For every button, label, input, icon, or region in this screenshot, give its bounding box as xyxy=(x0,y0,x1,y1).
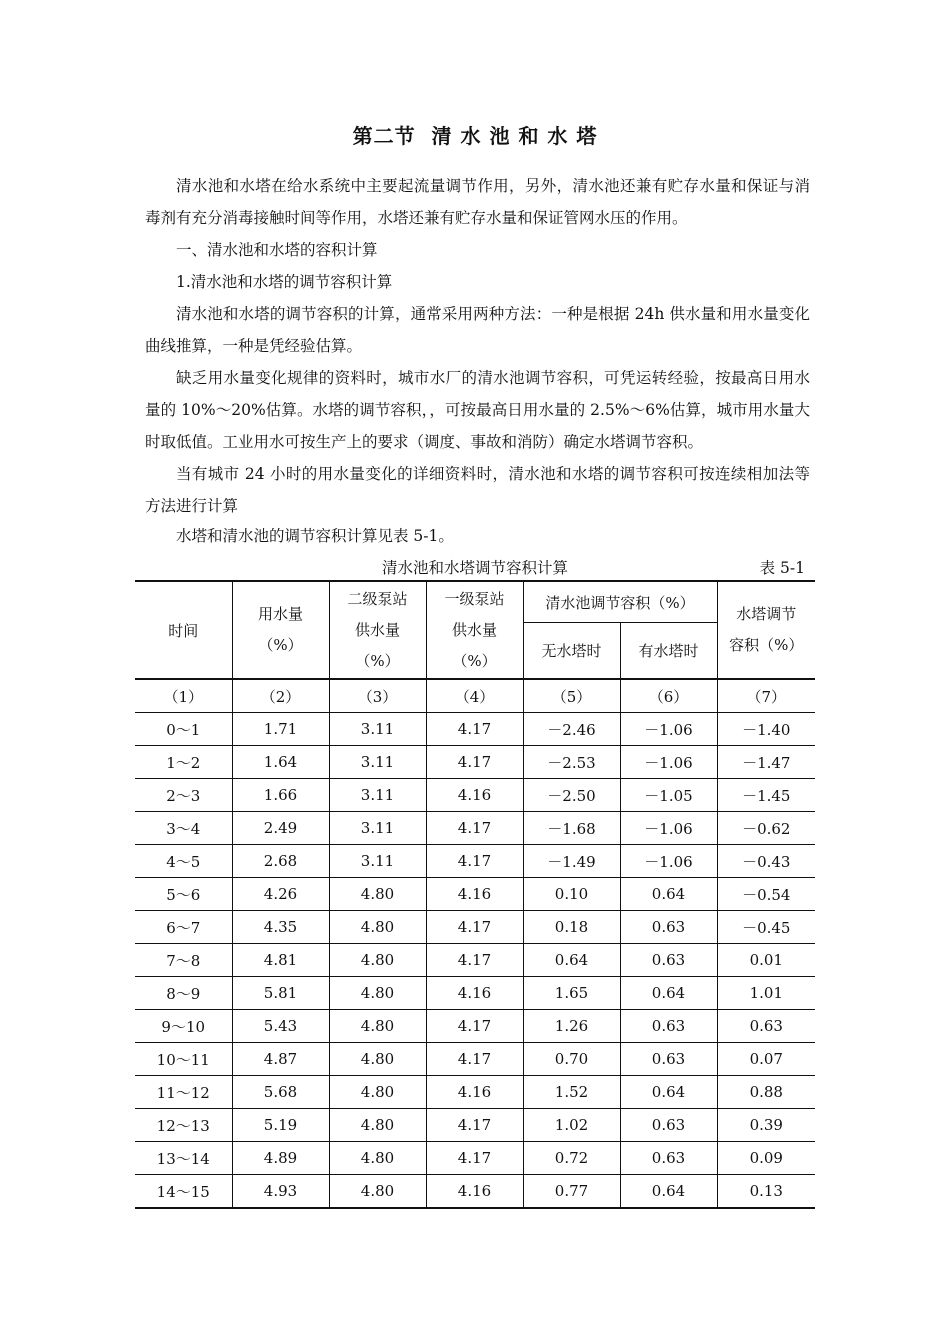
table-cell: 0.72 xyxy=(523,1142,620,1175)
table-cell: 0.63 xyxy=(620,911,717,944)
table-cell: 0.10 xyxy=(523,878,620,911)
table-row xyxy=(135,1109,815,1142)
table-cell: 3.11 xyxy=(329,812,426,845)
intro-paragraph: 清水池和水塔在给水系统中主要起流量调节作用，另外，清水池还兼有贮存水量和保证与消毒剂有充分消毒接触时间等作用，水塔还兼有贮存水量和保证管网水压的作用。 xyxy=(145,177,810,227)
table-cell: 5.81 xyxy=(232,977,329,1010)
table-cell: －1.68 xyxy=(523,812,620,845)
table-cell: 0～1 xyxy=(135,713,232,746)
table-cell: 4.80 xyxy=(329,1109,426,1142)
table-cell: 4.93 xyxy=(232,1175,329,1209)
table-cell: 1.01 xyxy=(717,977,815,1010)
table-cell: 1.71 xyxy=(232,713,329,746)
header-time: 时间 xyxy=(135,581,232,679)
table-row xyxy=(135,812,815,845)
table-row xyxy=(135,845,815,878)
table-cell: 4.17 xyxy=(426,1043,523,1076)
header-tower: 水塔调节 容积（%） xyxy=(717,581,815,679)
table-cell: （5） xyxy=(523,679,620,713)
table-cell: －2.46 xyxy=(523,713,620,746)
table-cell: 0.64 xyxy=(620,1175,717,1209)
table-row xyxy=(135,713,815,746)
table-cell: 5.19 xyxy=(232,1109,329,1142)
table-cell: 4.89 xyxy=(232,1142,329,1175)
table-cell: －0.54 xyxy=(717,878,815,911)
header-usage: 用水量 （%） xyxy=(232,581,329,679)
table-caption xyxy=(135,556,815,580)
table-cell: 4.17 xyxy=(426,713,523,746)
table-cell: 0.01 xyxy=(717,944,815,977)
table-cell: 1.26 xyxy=(523,1010,620,1043)
index-row xyxy=(135,679,815,713)
table-cell: 0.64 xyxy=(620,878,717,911)
table-cell: （7） xyxy=(717,679,815,713)
table-cell: 4.26 xyxy=(232,878,329,911)
table-cell: －1.06 xyxy=(620,713,717,746)
table-number: 表 5-1 xyxy=(759,559,805,577)
table-cell: 0.63 xyxy=(620,944,717,977)
table-cell: 2～3 xyxy=(135,779,232,812)
table-cell: 0.09 xyxy=(717,1142,815,1175)
table-cell: 4.17 xyxy=(426,1109,523,1142)
detailed-data-paragraph: 当有城市 24 小时的用水量变化的详细资料时，清水池和水塔的调节容积可按连续相加法等方法进行计算 xyxy=(145,465,810,515)
table-row xyxy=(135,779,815,812)
table-cell: 4.16 xyxy=(426,779,523,812)
table-cell: －2.53 xyxy=(523,746,620,779)
table-reference-paragraph: 水塔和清水池的调节容积计算见表 5-1。 xyxy=(176,527,454,545)
table-cell: 0.63 xyxy=(620,1010,717,1043)
table-row xyxy=(135,1175,815,1209)
section-title: 第二节 清 水 池 和 水 塔 xyxy=(352,124,598,148)
table-cell: －1.47 xyxy=(717,746,815,779)
table-cell: 4.80 xyxy=(329,977,426,1010)
subheading-regulating-volume: 1.清水池和水塔的调节容积计算 xyxy=(176,273,393,291)
table-cell: 4.17 xyxy=(426,845,523,878)
table-cell: －1.05 xyxy=(620,779,717,812)
table-cell: －0.43 xyxy=(717,845,815,878)
table-cell: 4.81 xyxy=(232,944,329,977)
table-cell: 4.17 xyxy=(426,746,523,779)
table-cell: 11～12 xyxy=(135,1076,232,1109)
table-cell: 3.11 xyxy=(329,746,426,779)
header-clear-pool: 清水池调节容积（%） xyxy=(523,581,717,623)
table-cell: 0.77 xyxy=(523,1175,620,1209)
table-cell: 14～15 xyxy=(135,1175,232,1209)
table-cell: 4.80 xyxy=(329,1010,426,1043)
table-cell: （3） xyxy=(329,679,426,713)
table-cell: 0.07 xyxy=(717,1043,815,1076)
table-row xyxy=(135,977,815,1010)
table-cell: 10～11 xyxy=(135,1043,232,1076)
table-cell: －1.49 xyxy=(523,845,620,878)
table-cell: 4.17 xyxy=(426,911,523,944)
table-cell: 0.18 xyxy=(523,911,620,944)
table-cell: －0.45 xyxy=(717,911,815,944)
table-cell: －1.40 xyxy=(717,713,815,746)
subheading-volume-calc: 一、清水池和水塔的容积计算 xyxy=(176,241,378,259)
table-cell: （2） xyxy=(232,679,329,713)
table-cell: 0.64 xyxy=(620,977,717,1010)
table-cell: 0.63 xyxy=(620,1142,717,1175)
table-cell: 4.80 xyxy=(329,878,426,911)
table-row xyxy=(135,944,815,977)
table-cell: 4.80 xyxy=(329,911,426,944)
table-cell: 1.65 xyxy=(523,977,620,1010)
table-cell: 1.66 xyxy=(232,779,329,812)
table-cell: 3.11 xyxy=(329,713,426,746)
table-cell: 6～7 xyxy=(135,911,232,944)
table-cell: 5～6 xyxy=(135,878,232,911)
table-cell: 3～4 xyxy=(135,812,232,845)
table-cell: 5.43 xyxy=(232,1010,329,1043)
header-with-tower: 有水塔时 xyxy=(620,623,717,680)
header-first-pump: 一级泵站 供水量 （%） xyxy=(426,581,523,679)
table-cell: 0.63 xyxy=(620,1043,717,1076)
table-cell: 5.68 xyxy=(232,1076,329,1109)
table-cell: －1.45 xyxy=(717,779,815,812)
table-cell: 1～2 xyxy=(135,746,232,779)
table-row xyxy=(135,1043,815,1076)
table-cell: 13～14 xyxy=(135,1142,232,1175)
table-row xyxy=(135,746,815,779)
table-row xyxy=(135,911,815,944)
volume-table xyxy=(135,580,815,1209)
table-cell: 0.39 xyxy=(717,1109,815,1142)
table-cell: 4.17 xyxy=(426,812,523,845)
table-cell: 1.52 xyxy=(523,1076,620,1109)
table-cell: 0.13 xyxy=(717,1175,815,1209)
table-cell: （4） xyxy=(426,679,523,713)
table-cell: 1.02 xyxy=(523,1109,620,1142)
table-cell: （1） xyxy=(135,679,232,713)
table-cell: 0.88 xyxy=(717,1076,815,1109)
table-cell: 0.64 xyxy=(523,944,620,977)
header-second-pump: 二级泵站 供水量 （%） xyxy=(329,581,426,679)
table-cell: 4.16 xyxy=(426,878,523,911)
table-cell: 4.80 xyxy=(329,944,426,977)
table-cell: 2.49 xyxy=(232,812,329,845)
table-cell: 8～9 xyxy=(135,977,232,1010)
table-cell: 4.80 xyxy=(329,1043,426,1076)
table-cell: 4.80 xyxy=(329,1175,426,1209)
table-row xyxy=(135,1076,815,1109)
table-cell: 4.16 xyxy=(426,1076,523,1109)
table-cell: 0.63 xyxy=(620,1109,717,1142)
table-cell: 7～8 xyxy=(135,944,232,977)
table-row xyxy=(135,878,815,911)
table-cell: 4.80 xyxy=(329,1142,426,1175)
table-cell: 12～13 xyxy=(135,1109,232,1142)
table-cell: －1.06 xyxy=(620,845,717,878)
table-cell: 1.64 xyxy=(232,746,329,779)
table-cell: 0.70 xyxy=(523,1043,620,1076)
table-cell: 4.80 xyxy=(329,1076,426,1109)
table-cell: 4.17 xyxy=(426,1010,523,1043)
table-cell: 4～5 xyxy=(135,845,232,878)
table-cell: 4.16 xyxy=(426,977,523,1010)
table-cell: －1.06 xyxy=(620,812,717,845)
table-cell: （6） xyxy=(620,679,717,713)
table-cell: －2.50 xyxy=(523,779,620,812)
table-cell: －1.06 xyxy=(620,746,717,779)
table-cell: 0.64 xyxy=(620,1076,717,1109)
table-cell: 2.68 xyxy=(232,845,329,878)
table-cell: 3.11 xyxy=(329,779,426,812)
table-cell: 4.87 xyxy=(232,1043,329,1076)
table-cell: 4.16 xyxy=(426,1175,523,1209)
table-row xyxy=(135,1010,815,1043)
methods-paragraph: 清水池和水塔的调节容积的计算，通常采用两种方法：一种是根据 24h 供水量和用水量变化曲线推算，一种是凭经验估算。 xyxy=(145,305,810,355)
table-cell: 4.17 xyxy=(426,944,523,977)
table-row xyxy=(135,1142,815,1175)
table-cell: 4.17 xyxy=(426,1142,523,1175)
table-cell: 9～10 xyxy=(135,1010,232,1043)
table-cell: 3.11 xyxy=(329,845,426,878)
table-cell: 4.35 xyxy=(232,911,329,944)
table-cell: 0.63 xyxy=(717,1010,815,1043)
table-caption-title: 清水池和水塔调节容积计算 xyxy=(381,559,568,577)
estimation-paragraph: 缺乏用水量变化规律的资料时，城市水厂的清水池调节容积，可凭运转经验，按最高日用水量的 10%～20%估算。水塔的调节容积，，可按最高日用水量的 2.5%～6%估算，城市用水量大时取低值。工业用水可按生产上的要求（调度、事故和消防）确定水塔调节容积。 xyxy=(145,369,810,451)
header-no-tower: 无水塔时 xyxy=(523,623,620,680)
table-cell: －0.62 xyxy=(717,812,815,845)
